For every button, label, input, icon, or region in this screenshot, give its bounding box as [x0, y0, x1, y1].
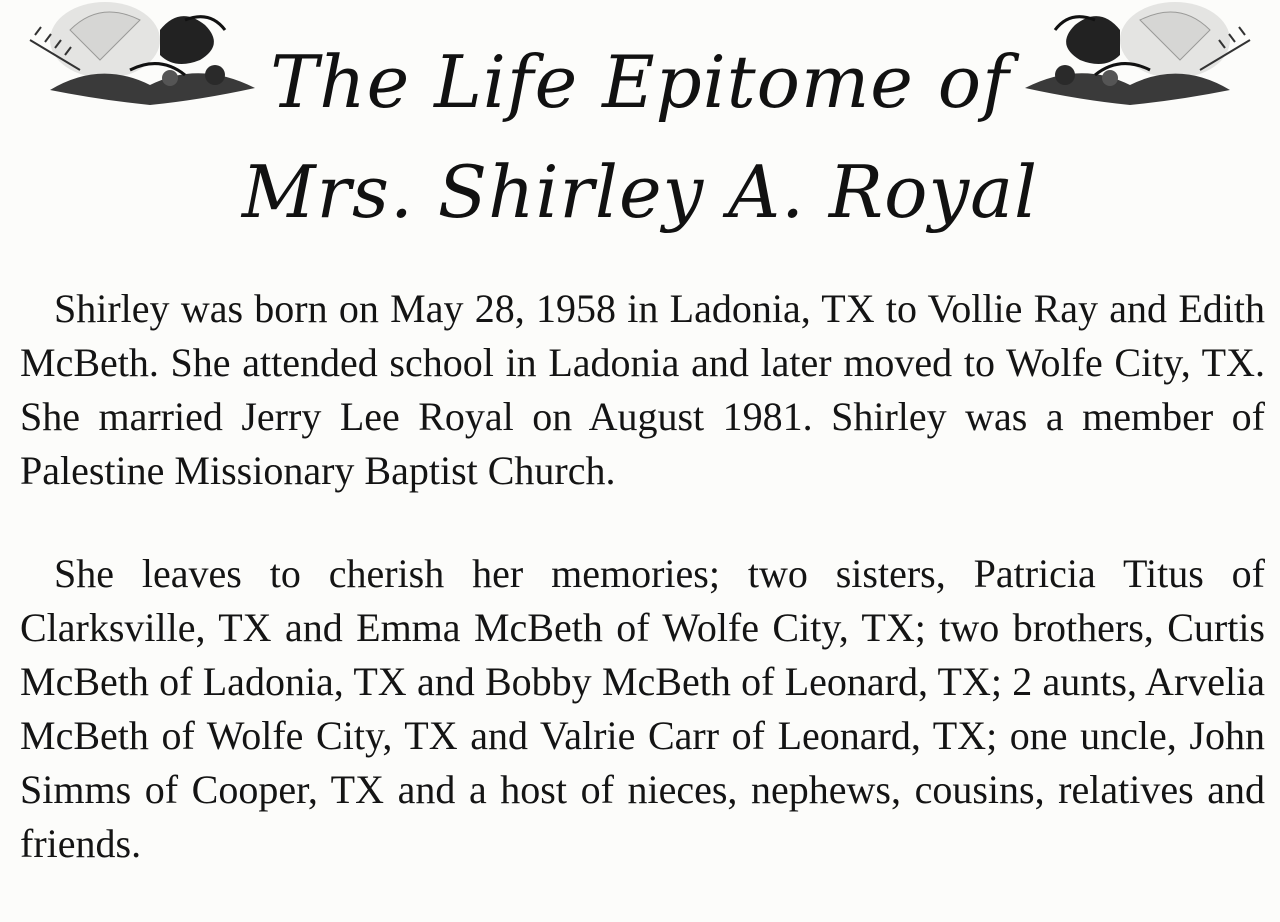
title-line-2: Mrs. Shirley A. Royal — [241, 150, 1039, 234]
biography-text: Shirley was born on May 28, 1958 in Ladonia, TX to Vollie Ray and Edith McBeth. She attended school in Ladonia and later moved to Wolfe City, TX. She married Jerry Lee Royal on August 1981. Shirley was a member of Palestine Missionary Baptist Church. — [20, 286, 1265, 493]
title-line-1: The Life Epitome of — [270, 40, 1010, 124]
biography-paragraph — [20, 282, 1265, 498]
survivors-text: She leaves to cherish her memories; two sisters, Patricia Titus of Clarksville, TX and Emma McBeth of Wolfe City, TX; two brothers, Curtis McBeth of Ladonia, TX and Bobby McBeth of Leonard, TX; 2 aunts, Arvelia McBeth of Wolfe City, TX and Valrie Carr of Leonard, TX; one uncle, John Simms of Cooper, TX and a host of nieces, nephews, cousins, relatives and friends. — [20, 551, 1265, 866]
survivors-paragraph — [20, 547, 1265, 871]
